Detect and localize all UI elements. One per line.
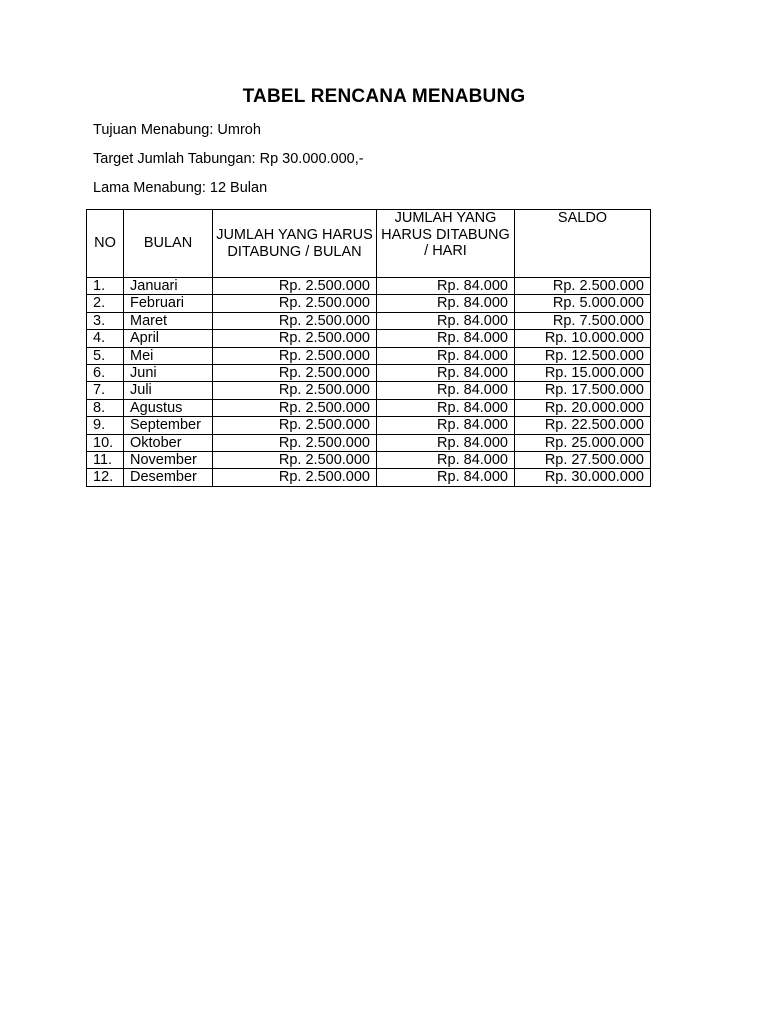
cell-no: 4. [87, 330, 124, 347]
table-header-row [87, 210, 651, 278]
table-row [87, 278, 651, 295]
cell-daily-amount: Rp. 84.000 [377, 469, 515, 486]
cell-balance: Rp. 2.500.000 [515, 278, 651, 295]
cell-daily-amount: Rp. 84.000 [377, 347, 515, 364]
cell-daily-amount: Rp. 84.000 [377, 399, 515, 416]
savings-duration-line: Lama Menabung: 12 Bulan [93, 180, 268, 196]
cell-monthly-amount: Rp. 2.500.000 [213, 417, 377, 434]
cell-daily-amount: Rp. 84.000 [377, 330, 515, 347]
cell-balance: Rp. 27.500.000 [515, 452, 651, 469]
cell-daily-amount: Rp. 84.000 [377, 278, 515, 295]
header-balance: SALDO [515, 210, 651, 278]
cell-month: Juni [124, 365, 213, 382]
table-row [87, 330, 651, 347]
cell-monthly-amount: Rp. 2.500.000 [213, 312, 377, 329]
cell-month: April [124, 330, 213, 347]
cell-balance: Rp. 17.500.000 [515, 382, 651, 399]
cell-no: 9. [87, 417, 124, 434]
cell-monthly-amount: Rp. 2.500.000 [213, 295, 377, 312]
header-daily-amount: JUMLAH YANG HARUS DITABUNG / HARI [377, 210, 515, 278]
cell-month: Agustus [124, 399, 213, 416]
savings-target-line: Target Jumlah Tabungan: Rp 30.000.000,- [93, 151, 364, 167]
document-title: TABEL RENCANA MENABUNG [242, 86, 526, 107]
cell-no: 10. [87, 434, 124, 451]
cell-no: 3. [87, 312, 124, 329]
cell-monthly-amount: Rp. 2.500.000 [213, 330, 377, 347]
savings-goal-line: Tujuan Menabung: Umroh [93, 122, 261, 138]
table-row [87, 469, 651, 486]
cell-daily-amount: Rp. 84.000 [377, 312, 515, 329]
cell-no: 2. [87, 295, 124, 312]
cell-daily-amount: Rp. 84.000 [377, 295, 515, 312]
cell-balance: Rp. 25.000.000 [515, 434, 651, 451]
table-row [87, 417, 651, 434]
cell-month: Oktober [124, 434, 213, 451]
table-row [87, 347, 651, 364]
cell-month: Februari [124, 295, 213, 312]
cell-monthly-amount: Rp. 2.500.000 [213, 347, 377, 364]
table-body [87, 278, 651, 487]
cell-daily-amount: Rp. 84.000 [377, 417, 515, 434]
table-row [87, 382, 651, 399]
cell-daily-amount: Rp. 84.000 [377, 365, 515, 382]
cell-balance: Rp. 30.000.000 [515, 469, 651, 486]
header-month: BULAN [124, 210, 213, 278]
cell-no: 7. [87, 382, 124, 399]
cell-no: 6. [87, 365, 124, 382]
cell-month: Januari [124, 278, 213, 295]
table-row [87, 312, 651, 329]
cell-monthly-amount: Rp. 2.500.000 [213, 382, 377, 399]
cell-month: Maret [124, 312, 213, 329]
cell-monthly-amount: Rp. 2.500.000 [213, 434, 377, 451]
cell-month: November [124, 452, 213, 469]
cell-balance: Rp. 22.500.000 [515, 417, 651, 434]
cell-month: September [124, 417, 213, 434]
cell-daily-amount: Rp. 84.000 [377, 434, 515, 451]
cell-no: 8. [87, 399, 124, 416]
cell-month: Mei [124, 347, 213, 364]
cell-monthly-amount: Rp. 2.500.000 [213, 452, 377, 469]
cell-month: Desember [124, 469, 213, 486]
cell-monthly-amount: Rp. 2.500.000 [213, 278, 377, 295]
cell-monthly-amount: Rp. 2.500.000 [213, 399, 377, 416]
table-row [87, 434, 651, 451]
cell-month: Juli [124, 382, 213, 399]
header-no: NO [87, 210, 124, 278]
cell-balance: Rp. 20.000.000 [515, 399, 651, 416]
cell-balance: Rp. 7.500.000 [515, 312, 651, 329]
cell-balance: Rp. 12.500.000 [515, 347, 651, 364]
cell-no: 5. [87, 347, 124, 364]
cell-balance: Rp. 5.000.000 [515, 295, 651, 312]
cell-daily-amount: Rp. 84.000 [377, 452, 515, 469]
cell-monthly-amount: Rp. 2.500.000 [213, 365, 377, 382]
table-row [87, 295, 651, 312]
table-row [87, 452, 651, 469]
cell-no: 1. [87, 278, 124, 295]
cell-no: 12. [87, 469, 124, 486]
cell-monthly-amount: Rp. 2.500.000 [213, 469, 377, 486]
cell-balance: Rp. 10.000.000 [515, 330, 651, 347]
table-row [87, 399, 651, 416]
cell-balance: Rp. 15.000.000 [515, 365, 651, 382]
header-monthly-amount: JUMLAH YANG HARUS DITABUNG / BULAN [213, 210, 377, 278]
table-row [87, 365, 651, 382]
cell-daily-amount: Rp. 84.000 [377, 382, 515, 399]
cell-no: 11. [87, 452, 124, 469]
savings-plan-table [86, 209, 651, 487]
